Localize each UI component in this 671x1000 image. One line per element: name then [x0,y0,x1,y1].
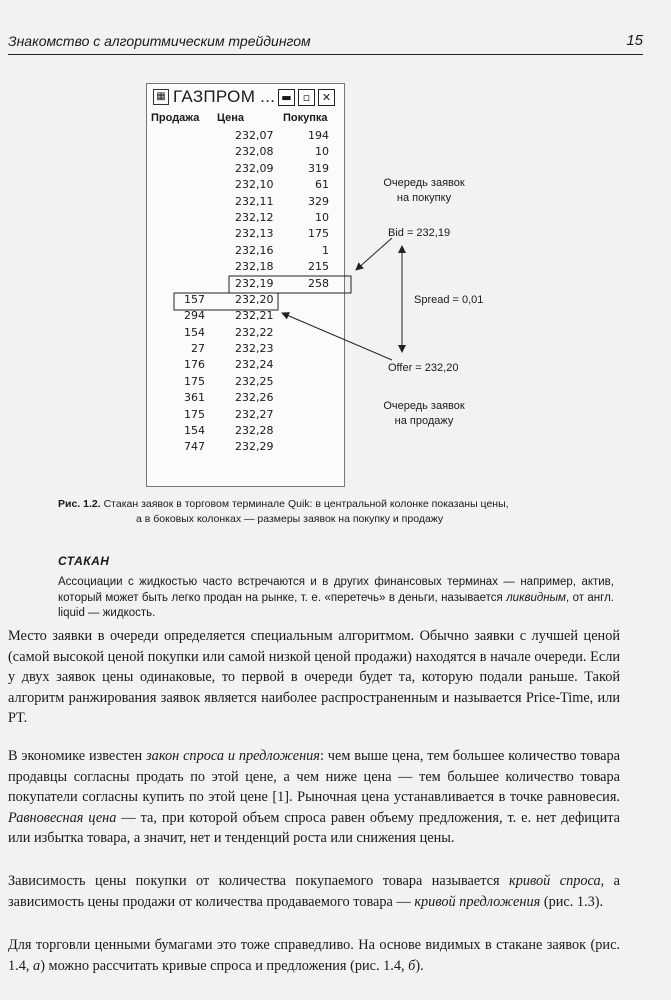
price-cell: 232,29 [235,440,274,454]
spread-label: Spread = 0,01 [414,294,484,306]
buy-size-cell: 194 [308,129,329,142]
page-number: 15 [626,32,643,49]
sidebar-title: СТАКАН [58,554,110,568]
price-cell: 232,19 [235,276,274,290]
sell-size-cell: 154 [184,325,205,339]
bid-queue-line1: Очередь заявок [383,177,465,189]
buy-size-cell: 215 [308,260,329,274]
sell-size-cell: 747 [184,440,205,454]
figure-caption [58,497,618,527]
p3-term-demand: кривой спроса [509,873,601,889]
price-cell: 232,26 [235,391,274,405]
price-cell: 232,25 [235,374,274,388]
column-header-buy[interactable]: Покупка [283,112,328,124]
sidebar-term: ликвидным [506,591,566,604]
buy-size-cell: 10 [315,145,329,159]
buy-size-cell: 10 [315,210,329,224]
price-cell: 232,23 [235,342,274,356]
p4-text-a: Для торговли ценными бумагами это тоже справедливо. На основе видимых в стакане заявок (рис. 1.4, [8,937,620,974]
offer-arrow [282,313,392,360]
minimize-button[interactable]: ▬ [278,89,295,106]
price-cell: 232,28 [235,424,274,438]
p2-text-e: — та, при которой объем спроса равен объему предложения, т. е. нет дефицита или избытка товара, а значит, нет и тенденций роста или снижения цены. [8,809,620,846]
bid-label: Bid = 232,19 [388,227,451,239]
price-cell: 232,24 [235,358,274,372]
price-cell: 232,27 [235,407,274,421]
running-title: Знакомство с алгоритмическим трейдингом [8,33,311,49]
sell-size-cell: 361 [184,391,205,405]
sell-size-cell: 157 [184,292,205,306]
caption-line2: а в боковых колонках — размеры заявок на покупку и продажу [136,513,444,525]
sidebar-text [58,575,614,622]
table-icon: ▦ [153,89,169,105]
price-cell: 232,20 [235,292,274,306]
bid-highlight-box [229,276,351,293]
window-title: ГАЗПРОМ ... [173,87,276,106]
price-cell: 232,07 [235,129,274,142]
sell-size-cell: 294 [184,309,205,323]
caption-label: Рис. 1.2. [58,498,101,510]
bid-queue-line2: на покупку [396,192,452,204]
sell-size-cell: 27 [191,342,205,356]
buy-size-cell: 1 [322,243,329,257]
p3-text-c: , а зависимость цены продажи от количества продаваемого товара — [8,873,620,910]
offer-queue-line1: Очередь заявок [383,400,465,412]
price-cell: 232,12 [235,210,274,224]
buy-size-cell: 258 [308,276,329,290]
buy-size-cell: 61 [315,178,329,192]
offer-label: Offer = 232,20 [388,362,459,374]
price-cell: 232,09 [235,161,274,175]
p3-term-supply: кривой предложения [414,893,541,910]
bid-queue-label [372,176,476,206]
price-cell: 232,22 [235,325,274,339]
sell-size-cell: 175 [184,374,205,388]
price-cell: 232,10 [235,178,274,192]
p4-fig-b: б [408,957,416,974]
p3-text-a: Зависимость цены покупки от количества покупаемого товара называется [8,873,510,889]
offer-highlight-box [174,293,278,310]
restore-button[interactable]: ▫ [298,89,315,106]
price-cell: 232,11 [235,194,274,208]
p2-term-equilibrium: Равновесная цена [8,809,117,826]
buy-size-cell: 175 [308,227,329,241]
column-header-price[interactable]: Цена [217,112,245,124]
caption-line1: Стакан заявок в торговом терминале Quik: в центральной колонке показаны цены, [103,498,509,510]
paragraph-2 [8,746,620,849]
sell-size-cell: 154 [184,424,205,438]
column-header-sell[interactable]: Продажа [151,112,200,124]
price-cell: 232,18 [235,260,274,274]
p3-text-e: (рис. 1.3). [540,893,604,910]
price-cell: 232,21 [235,309,274,323]
price-cell: 232,08 [235,145,274,159]
p4-text-e: ). [415,957,424,974]
p4-text-c: ) можно рассчитать кривые спроса и предложения (рис. 1.4, [40,957,409,974]
paragraph-4 [8,935,620,976]
p2-text-c: : чем выше цена, тем большее количество товара продавцы согласны продать по этой цене, а чем ниже цена — тем большее количество товара покупатели согласны купить по этой цене [1]. Рыночная цена устанавливается в точке равновесия. [8,748,620,805]
sidebar-text-part2: , от англ. liquid — жидкость. [58,591,615,619]
bid-arrow [356,238,392,270]
offer-queue-label [372,399,476,429]
price-cell: 232,13 [235,227,274,241]
sidebar-text-part1: Ассоциации с жидкостью часто встречаются и в других финансовых терминах — например, актив, который может быть легко продан на рынке, т. е. «перетечь» в деньги, называется [58,576,614,604]
buy-size-cell: 329 [308,194,329,208]
p4-fig-a: а [33,957,41,974]
close-button[interactable]: ✕ [318,89,335,106]
offer-queue-line2: на продажу [394,415,454,427]
p2-term-law: закон спроса и предложения [146,748,320,764]
sell-size-cell: 175 [184,407,205,421]
paragraph-1: Место заявки в очереди определяется специальным алгоритмом. Обычно заявки с лучшей ценой (самой высокой ценой покупки или самой низкой ценой продажи) находятся в начале очереди. Если у двух заявок цены одинаковые, то первой в очереди будет та, которую подали раньше. Такой алгоритм ранжирования заявок является наиболее распространенным и называется Price-Time, или PT. [8,628,620,726]
sell-size-cell: 176 [184,358,205,372]
p2-text-a: В экономике известен [8,748,147,764]
price-cell: 232,16 [235,243,274,257]
paragraph-3 [8,871,620,912]
buy-size-cell: 319 [308,161,329,175]
